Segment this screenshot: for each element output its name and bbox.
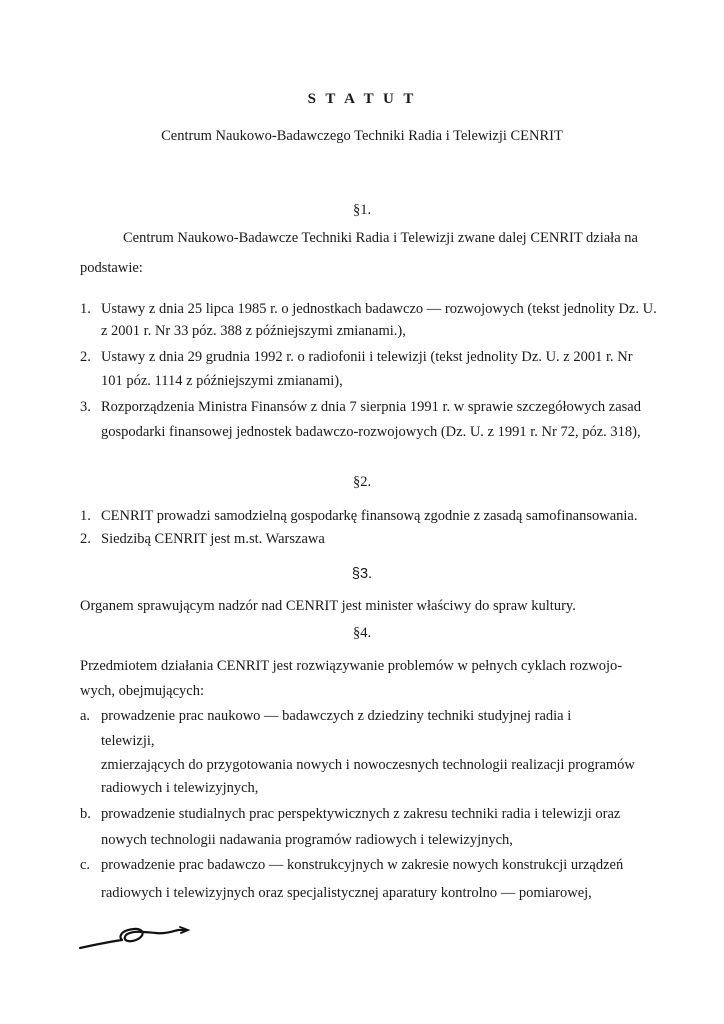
list-item-text: nowych technologii nadawania programów radiowych i telewizyjnych, bbox=[101, 832, 513, 848]
section-1-intro-cont: podstawie: bbox=[80, 260, 143, 276]
document-title: S T A T U T bbox=[307, 91, 417, 107]
list-item-letter: b. bbox=[80, 806, 91, 822]
list-item-text: gospodarki finansowej jednostek badawczo-rozwojowych (Dz. U. z 1991 r. Nr 72, póz. 318), bbox=[101, 424, 641, 440]
list-item-number: 2. bbox=[80, 531, 91, 547]
list-item-letter: a. bbox=[80, 708, 91, 724]
list-item-letter: c. bbox=[80, 857, 91, 873]
section-3-text: Organem sprawującym nadzór nad CENRIT jest minister właściwy do spraw kultury. bbox=[80, 598, 576, 614]
list-item-number: 1. bbox=[80, 508, 91, 524]
list-item-text: 101 póz. 1114 z późniejszymi zmianami), bbox=[101, 373, 343, 389]
section-3-heading: §3. bbox=[351, 566, 373, 582]
list-item-text: zmierzających do przygotowania nowych i nowoczesnych technologii realizacji programów bbox=[101, 757, 635, 773]
list-item-text: z 2001 r. Nr 33 póz. 388 z późniejszymi zmianami.), bbox=[101, 323, 406, 339]
document-subtitle: Centrum Naukowo-Badawczego Techniki Radia i Telewizji CENRIT bbox=[161, 128, 563, 144]
section-4-heading: §4. bbox=[352, 625, 372, 641]
list-item-text: prowadzenie prac badawczo — konstrukcyjnych w zakresie nowych konstrukcji urządzeń bbox=[101, 857, 624, 873]
section-2-heading: §2. bbox=[352, 474, 372, 490]
list-item-text: CENRIT prowadzi samodzielną gospodarkę finansową zgodnie z zasadą samofinansowania. bbox=[101, 508, 638, 524]
list-item-text: radiowych i telewizyjnych oraz specjalistycznej aparatury kontrolno — pomiarowej, bbox=[101, 885, 592, 901]
section-1-intro: Centrum Naukowo-Badawcze Techniki Radia i Telewizji zwane dalej CENRIT działa na bbox=[123, 230, 638, 246]
section-4-intro: Przedmiotem działania CENRIT jest rozwiązywanie problemów w pełnych cyklach rozwojo- bbox=[80, 658, 623, 674]
list-item-text: Siedzibą CENRIT jest m.st. Warszawa bbox=[101, 531, 325, 547]
section-4-intro-cont: wych, obejmujących: bbox=[80, 683, 205, 699]
list-item-text: prowadzenie studialnych prac perspektywicznych z zakresu techniki radia i telewizji oraz bbox=[101, 806, 621, 822]
signature-icon bbox=[78, 918, 198, 958]
list-item-text: radiowych i telewizyjnych, bbox=[101, 780, 259, 796]
list-item-number: 3. bbox=[80, 399, 91, 415]
list-item-text: prowadzenie prac naukowo — badawczych z dziedziny techniki studyjnej radia i bbox=[101, 708, 572, 724]
list-item-text: Ustawy z dnia 29 grudnia 1992 r. o radiofonii i telewizji (tekst jednolity Dz. U. z 2001 r. Nr bbox=[101, 349, 633, 365]
list-item-text: telewizji, bbox=[101, 733, 155, 749]
list-item-text: Ustawy z dnia 25 lipca 1985 r. o jednostkach badawczo — rozwojowych (tekst jednolity Dz. U. bbox=[101, 301, 657, 317]
section-1-heading: §1. bbox=[352, 202, 372, 218]
list-item-number: 2. bbox=[80, 349, 91, 365]
list-item-text: Rozporządzenia Ministra Finansów z dnia 7 sierpnia 1991 r. w sprawie szczegółowych zasad bbox=[101, 399, 641, 415]
list-item-number: 1. bbox=[80, 301, 91, 317]
